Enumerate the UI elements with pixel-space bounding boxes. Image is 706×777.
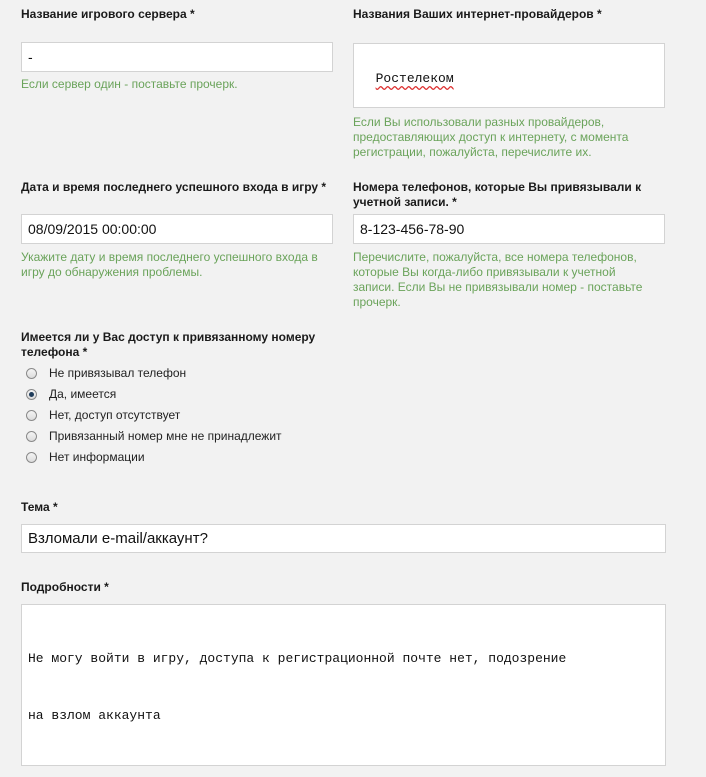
- radio-option-yes[interactable]: Да, имеется: [26, 384, 282, 404]
- radio-option-no-info[interactable]: Нет информации: [26, 447, 282, 467]
- details-label: Подробности *: [21, 580, 109, 594]
- radio-button[interactable]: [26, 410, 37, 421]
- radio-button[interactable]: [26, 452, 37, 463]
- radio-option-no-access[interactable]: Нет, доступ отсутствует: [26, 405, 282, 425]
- providers-label: Названия Ваших интернет-провайдеров *: [353, 7, 602, 21]
- subject-input[interactable]: Взломали e-mail/аккаунт?: [21, 524, 666, 553]
- radio-button[interactable]: [26, 368, 37, 379]
- last-login-input[interactable]: 08/09/2015 00:00:00: [21, 214, 333, 244]
- phones-input[interactable]: 8-123-456-78-90: [353, 214, 665, 244]
- phones-label: Номера телефонов, которые Вы привязывали к учетной записи. *: [353, 180, 642, 209]
- subject-label: Тема *: [21, 500, 58, 514]
- details-line: на взлом аккаунта: [28, 708, 161, 723]
- providers-value: Ростелеком: [375, 71, 454, 86]
- phone-access-label: Имеется ли у Вас доступ к привязанному номеру телефона *: [21, 330, 316, 359]
- radio-button[interactable]: [26, 431, 37, 442]
- radio-button-checked[interactable]: [26, 389, 37, 400]
- providers-hint: Если Вы использовали разных провайдеров, предоставляющих доступ к интернету, с момента регистрации, пожалуйста, перечислите их.: [353, 115, 629, 159]
- last-login-label: Дата и время последнего успешного входа в игру *: [21, 180, 327, 194]
- last-login-hint: Укажите дату и время последнего успешного входа в игру до обнаружения проблемы.: [21, 250, 318, 279]
- providers-textarea[interactable]: [353, 43, 665, 108]
- details-textarea[interactable]: [21, 604, 666, 766]
- radio-option-no-phone[interactable]: Не привязывал телефон: [26, 363, 282, 383]
- server-label: Название игрового сервера *: [21, 7, 195, 21]
- phones-hint: Перечислите, пожалуйста, все номера телефонов, которые Вы когда-либо привязывали к учетной записи. Если Вы не привязывали номер - поставьте прочерк.: [353, 250, 643, 309]
- details-line: Не могу войти в игру, доступа к регистрационной почте нет, подозрение: [28, 651, 567, 666]
- server-input[interactable]: -: [21, 42, 333, 72]
- server-hint: Если сервер один - поставьте прочерк.: [21, 77, 238, 91]
- phone-access-radio-group: [26, 363, 282, 467]
- radio-option-not-mine[interactable]: Привязанный номер мне не принадлежит: [26, 426, 282, 446]
